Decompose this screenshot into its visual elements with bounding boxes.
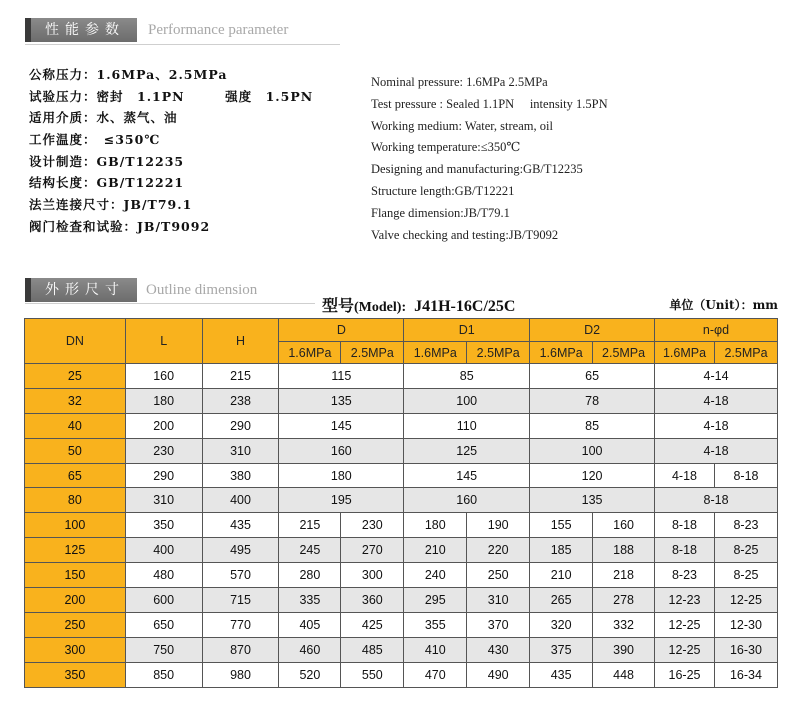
cell-d2: 78 (530, 388, 655, 413)
cell-n25: 8-18 (714, 463, 777, 488)
model-prefix: 型号 (322, 298, 355, 315)
performance-tab-label: 性能参数 (45, 22, 125, 38)
cn-item: 工作温度： ≤350℃ (29, 132, 161, 148)
table-row (25, 662, 778, 687)
cell-d225: 278 (593, 588, 655, 613)
cell-d25: 425 (341, 612, 404, 637)
cell-d16: 460 (279, 637, 341, 662)
cell-n16: 8-18 (655, 513, 715, 538)
cell-l: 200 (125, 413, 202, 438)
cell-d116: 180 (404, 513, 467, 538)
cell-dn: 300 (25, 637, 126, 662)
en-item: Working medium: Water, stream, oil (371, 118, 553, 133)
cell-l: 750 (125, 637, 202, 662)
cell-d16: 245 (279, 538, 341, 563)
cell-n16: 12-23 (655, 588, 715, 613)
cell-d125: 190 (467, 513, 530, 538)
header-pressure: 2.5MPa (341, 342, 404, 364)
cell-dn: 150 (25, 563, 126, 588)
cell-d225: 160 (593, 513, 655, 538)
cell-n16: 4-18 (655, 463, 715, 488)
cn-item: 公称压力：1.6MPa、2.5MPa (29, 67, 228, 82)
cell-dn: 200 (25, 588, 126, 613)
cell-dn: 25 (25, 364, 126, 389)
cell-l: 290 (125, 463, 202, 488)
cell-d2: 120 (530, 463, 655, 488)
outline-divider (25, 303, 315, 304)
cell-h: 310 (202, 438, 279, 463)
cell-d25: 300 (341, 563, 404, 588)
table-row (25, 364, 778, 389)
cell-l: 350 (125, 513, 202, 538)
header-pressure: 2.5MPa (593, 342, 655, 364)
cell-d125: 250 (467, 563, 530, 588)
performance-divider (25, 44, 340, 45)
cn-item: 试验压力：密封 1.1PN 强度 1.5PN (29, 88, 314, 104)
cell-n16: 12-25 (655, 637, 715, 662)
unit-label: 单位（Unit）：mm (669, 298, 778, 312)
cell-d16: 405 (279, 612, 341, 637)
outline-dimension-table (24, 318, 778, 688)
cell-d216: 375 (530, 637, 593, 662)
cell-l: 160 (125, 364, 202, 389)
cell-d125: 310 (467, 588, 530, 613)
cell-n: 8-18 (655, 488, 778, 513)
cn-item: 设计制造：GB/T12235 (29, 153, 185, 169)
cell-d225: 448 (593, 662, 655, 687)
cell-h: 380 (202, 463, 279, 488)
cell-d216: 320 (530, 612, 593, 637)
cell-d: 145 (279, 413, 404, 438)
cell-d225: 188 (593, 538, 655, 563)
cell-d2: 100 (530, 438, 655, 463)
cell-d1: 145 (404, 463, 530, 488)
cell-n16: 8-23 (655, 563, 715, 588)
cn-item: 阀门检查和试验：JB/T9092 (29, 218, 211, 234)
cell-d125: 220 (467, 538, 530, 563)
cell-dn: 32 (25, 388, 126, 413)
header-pressure: 1.6MPa (279, 342, 341, 364)
header-pressure: 2.5MPa (714, 342, 777, 364)
performance-en-list (371, 72, 608, 246)
header-pressure: 1.6MPa (404, 342, 467, 364)
cell-n16: 12-25 (655, 612, 715, 637)
cn-item: 法兰连接尺寸：JB/T79.1 (29, 197, 193, 213)
cell-h: 290 (202, 413, 279, 438)
cell-n25: 8-25 (714, 563, 777, 588)
header-d: D (279, 319, 404, 342)
cell-h: 715 (202, 588, 279, 613)
cell-d25: 270 (341, 538, 404, 563)
cell-n: 4-14 (655, 364, 778, 389)
cell-l: 480 (125, 563, 202, 588)
cell-dn: 125 (25, 538, 126, 563)
cell-h: 435 (202, 513, 279, 538)
cell-dn: 65 (25, 463, 126, 488)
cell-l: 850 (125, 662, 202, 687)
cell-d225: 390 (593, 637, 655, 662)
performance-subtitle: Performance parameter (148, 22, 289, 38)
cell-n: 4-18 (655, 413, 778, 438)
cell-d25: 485 (341, 637, 404, 662)
en-item: Test pressure : Sealed 1.1PN intensity 1.5PN (371, 96, 608, 111)
cell-dn: 40 (25, 413, 126, 438)
cell-d116: 295 (404, 588, 467, 613)
table-row (25, 463, 778, 488)
header-nphid: n-φd (655, 319, 778, 342)
performance-tab (25, 18, 137, 42)
cell-n16: 8-18 (655, 538, 715, 563)
cell-d125: 490 (467, 662, 530, 687)
table-row (25, 388, 778, 413)
cell-d216: 155 (530, 513, 593, 538)
header-pressure: 2.5MPa (467, 342, 530, 364)
cell-d2: 65 (530, 364, 655, 389)
cell-d: 115 (279, 364, 404, 389)
en-item: Flange dimension:JB/T79.1 (371, 205, 510, 220)
table-row (25, 612, 778, 637)
en-item: Valve checking and testing:JB/T9092 (371, 227, 559, 242)
en-item: Structure length:GB/T12221 (371, 183, 515, 198)
cell-dn: 250 (25, 612, 126, 637)
cell-h: 570 (202, 563, 279, 588)
cell-d216: 265 (530, 588, 593, 613)
cell-h: 495 (202, 538, 279, 563)
cell-n16: 16-25 (655, 662, 715, 687)
cell-d1: 125 (404, 438, 530, 463)
cell-n: 4-18 (655, 438, 778, 463)
cell-n25: 16-30 (714, 637, 777, 662)
model-label: (Model): (354, 300, 407, 315)
cn-item: 结构长度：GB/T12221 (29, 175, 185, 191)
model-value: J41H-16C/25C (414, 298, 516, 315)
cell-l: 650 (125, 612, 202, 637)
cell-d225: 332 (593, 612, 655, 637)
cell-d216: 185 (530, 538, 593, 563)
cell-d216: 435 (530, 662, 593, 687)
cell-d16: 335 (279, 588, 341, 613)
cell-d16: 520 (279, 662, 341, 687)
cell-d1: 100 (404, 388, 530, 413)
cell-l: 180 (125, 388, 202, 413)
header-h: H (202, 319, 279, 364)
cell-d116: 355 (404, 612, 467, 637)
model-line (322, 293, 515, 316)
en-item: Working temperature:≤350℃ (371, 140, 521, 155)
cell-l: 230 (125, 438, 202, 463)
table-row (25, 538, 778, 563)
cell-n: 4-18 (655, 388, 778, 413)
cell-h: 870 (202, 637, 279, 662)
header-pressure: 1.6MPa (530, 342, 593, 364)
cell-d1: 160 (404, 488, 530, 513)
header-l: L (125, 319, 202, 364)
outline-tab (25, 278, 137, 302)
table-row (25, 513, 778, 538)
cell-d25: 360 (341, 588, 404, 613)
cell-n25: 8-25 (714, 538, 777, 563)
table-row (25, 438, 778, 463)
outline-subtitle: Outline dimension (146, 282, 258, 298)
header-pressure: 1.6MPa (655, 342, 715, 364)
cell-d16: 215 (279, 513, 341, 538)
cell-dn: 350 (25, 662, 126, 687)
header-d1: D1 (404, 319, 530, 342)
cell-d1: 85 (404, 364, 530, 389)
table-row (25, 637, 778, 662)
cell-d2: 135 (530, 488, 655, 513)
cell-d116: 470 (404, 662, 467, 687)
cell-dn: 100 (25, 513, 126, 538)
en-item: Designing and manufacturing:GB/T12235 (371, 162, 583, 177)
cell-h: 980 (202, 662, 279, 687)
cell-l: 400 (125, 538, 202, 563)
table-row (25, 488, 778, 513)
cell-d1: 110 (404, 413, 530, 438)
cell-n25: 8-23 (714, 513, 777, 538)
table-row (25, 413, 778, 438)
cell-d116: 210 (404, 538, 467, 563)
cell-n25: 12-25 (714, 588, 777, 613)
header-dn: DN (25, 319, 126, 364)
outline-tab-label: 外形尺寸 (45, 282, 125, 298)
cell-h: 238 (202, 388, 279, 413)
header-d2: D2 (530, 319, 655, 342)
cell-l: 600 (125, 588, 202, 613)
cell-d125: 370 (467, 612, 530, 637)
cell-d225: 218 (593, 563, 655, 588)
cell-n25: 16-34 (714, 662, 777, 687)
cell-n25: 12-30 (714, 612, 777, 637)
cell-d116: 410 (404, 637, 467, 662)
table-row (25, 563, 778, 588)
table-row (25, 588, 778, 613)
cell-d125: 430 (467, 637, 530, 662)
cell-d2: 85 (530, 413, 655, 438)
cell-d116: 240 (404, 563, 467, 588)
cell-d: 160 (279, 438, 404, 463)
cell-h: 400 (202, 488, 279, 513)
cell-d: 195 (279, 488, 404, 513)
performance-cn-list (29, 64, 313, 238)
cell-d: 135 (279, 388, 404, 413)
cell-h: 770 (202, 612, 279, 637)
cell-d216: 210 (530, 563, 593, 588)
en-item: Nominal pressure: 1.6MPa 2.5MPa (371, 75, 548, 89)
cn-item: 适用介质：水、蒸气、油 (29, 110, 178, 126)
cell-l: 310 (125, 488, 202, 513)
cell-d: 180 (279, 463, 404, 488)
cell-d25: 550 (341, 662, 404, 687)
cell-d25: 230 (341, 513, 404, 538)
cell-d16: 280 (279, 563, 341, 588)
cell-dn: 80 (25, 488, 126, 513)
cell-h: 215 (202, 364, 279, 389)
cell-dn: 50 (25, 438, 126, 463)
